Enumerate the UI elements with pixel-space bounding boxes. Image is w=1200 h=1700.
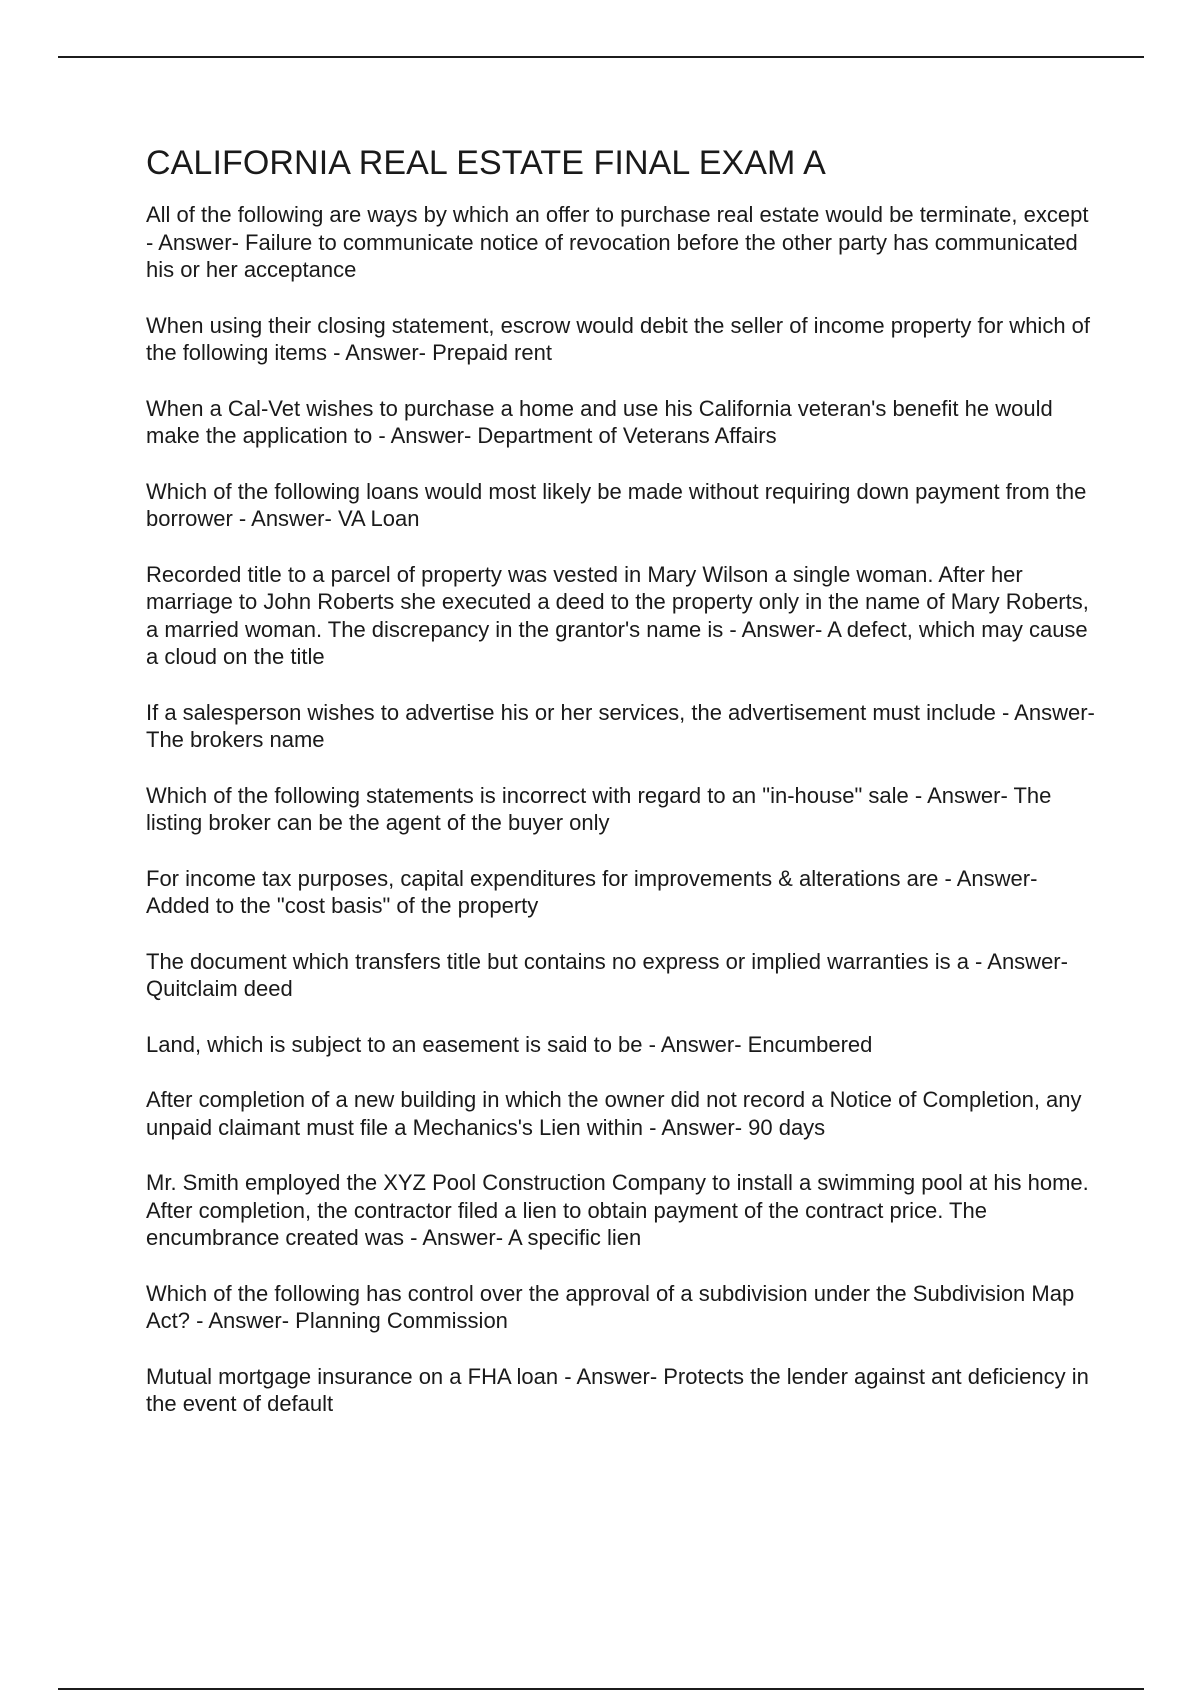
qa-item: Mr. Smith employed the XYZ Pool Construction Company to install a swimming pool at his home. After completion, the contractor filed a lien to obtain payment of the contract price. The encumbrance created was - Answer- A specific lien <box>146 1170 1089 1250</box>
bottom-rule <box>58 1688 1144 1690</box>
qa-item: After completion of a new building in which the owner did not record a Notice of Completion, any unpaid claimant must file a Mechanics's Lien within - Answer- 90 days <box>146 1087 1082 1140</box>
qa-item: When a Cal-Vet wishes to purchase a home and use his California veteran's benefit he would make the application to - Answer- Department of Veterans Affairs <box>146 395 1053 448</box>
qa-item: Which of the following has control over the approval of a subdivision under the Subdivision Map Act? - Answer- Planning Commission <box>146 1280 1075 1333</box>
qa-item: If a salesperson wishes to advertise his or her services, the advertisement must include - Answer- The brokers name <box>146 699 1095 752</box>
qa-item: All of the following are ways by which an offer to purchase real estate would be terminate, except - Answer- Failure to communicate notice of revocation before the other party has communicated his or her acceptance <box>146 202 1089 282</box>
top-rule <box>58 56 1144 58</box>
document-body <box>146 143 1096 1446</box>
qa-item: Which of the following statements is incorrect with regard to an "in-house" sale - Answer- The listing broker can be the agent of the buyer only <box>146 782 1052 835</box>
qa-item: Land, which is subject to an easement is said to be - Answer- Encumbered <box>146 1031 873 1057</box>
qa-item: Mutual mortgage insurance on a FHA loan - Answer- Protects the lender against ant deficiency in the event of default <box>146 1363 1089 1416</box>
qa-item: For income tax purposes, capital expenditures for improvements & alterations are - Answer- Added to the "cost basis" of the property <box>146 865 1038 918</box>
document-title: CALIFORNIA REAL ESTATE FINAL EXAM A <box>146 144 826 182</box>
qa-item: Recorded title to a parcel of property was vested in Mary Wilson a single woman. After her marriage to John Roberts she executed a deed to the property only in the name of Mary Roberts, a married woman. The discrepancy in the grantor's name is - Answer- A defect, which may cause a cloud on the title <box>146 561 1089 669</box>
qa-item: Which of the following loans would most likely be made without requiring down payment from the borrower - Answer- VA Loan <box>146 478 1087 531</box>
qa-item: The document which transfers title but contains no express or implied warranties is a - Answer- Quitclaim deed <box>146 948 1068 1001</box>
qa-item: When using their closing statement, escrow would debit the seller of income property for which of the following items - Answer- Prepaid rent <box>146 312 1091 365</box>
